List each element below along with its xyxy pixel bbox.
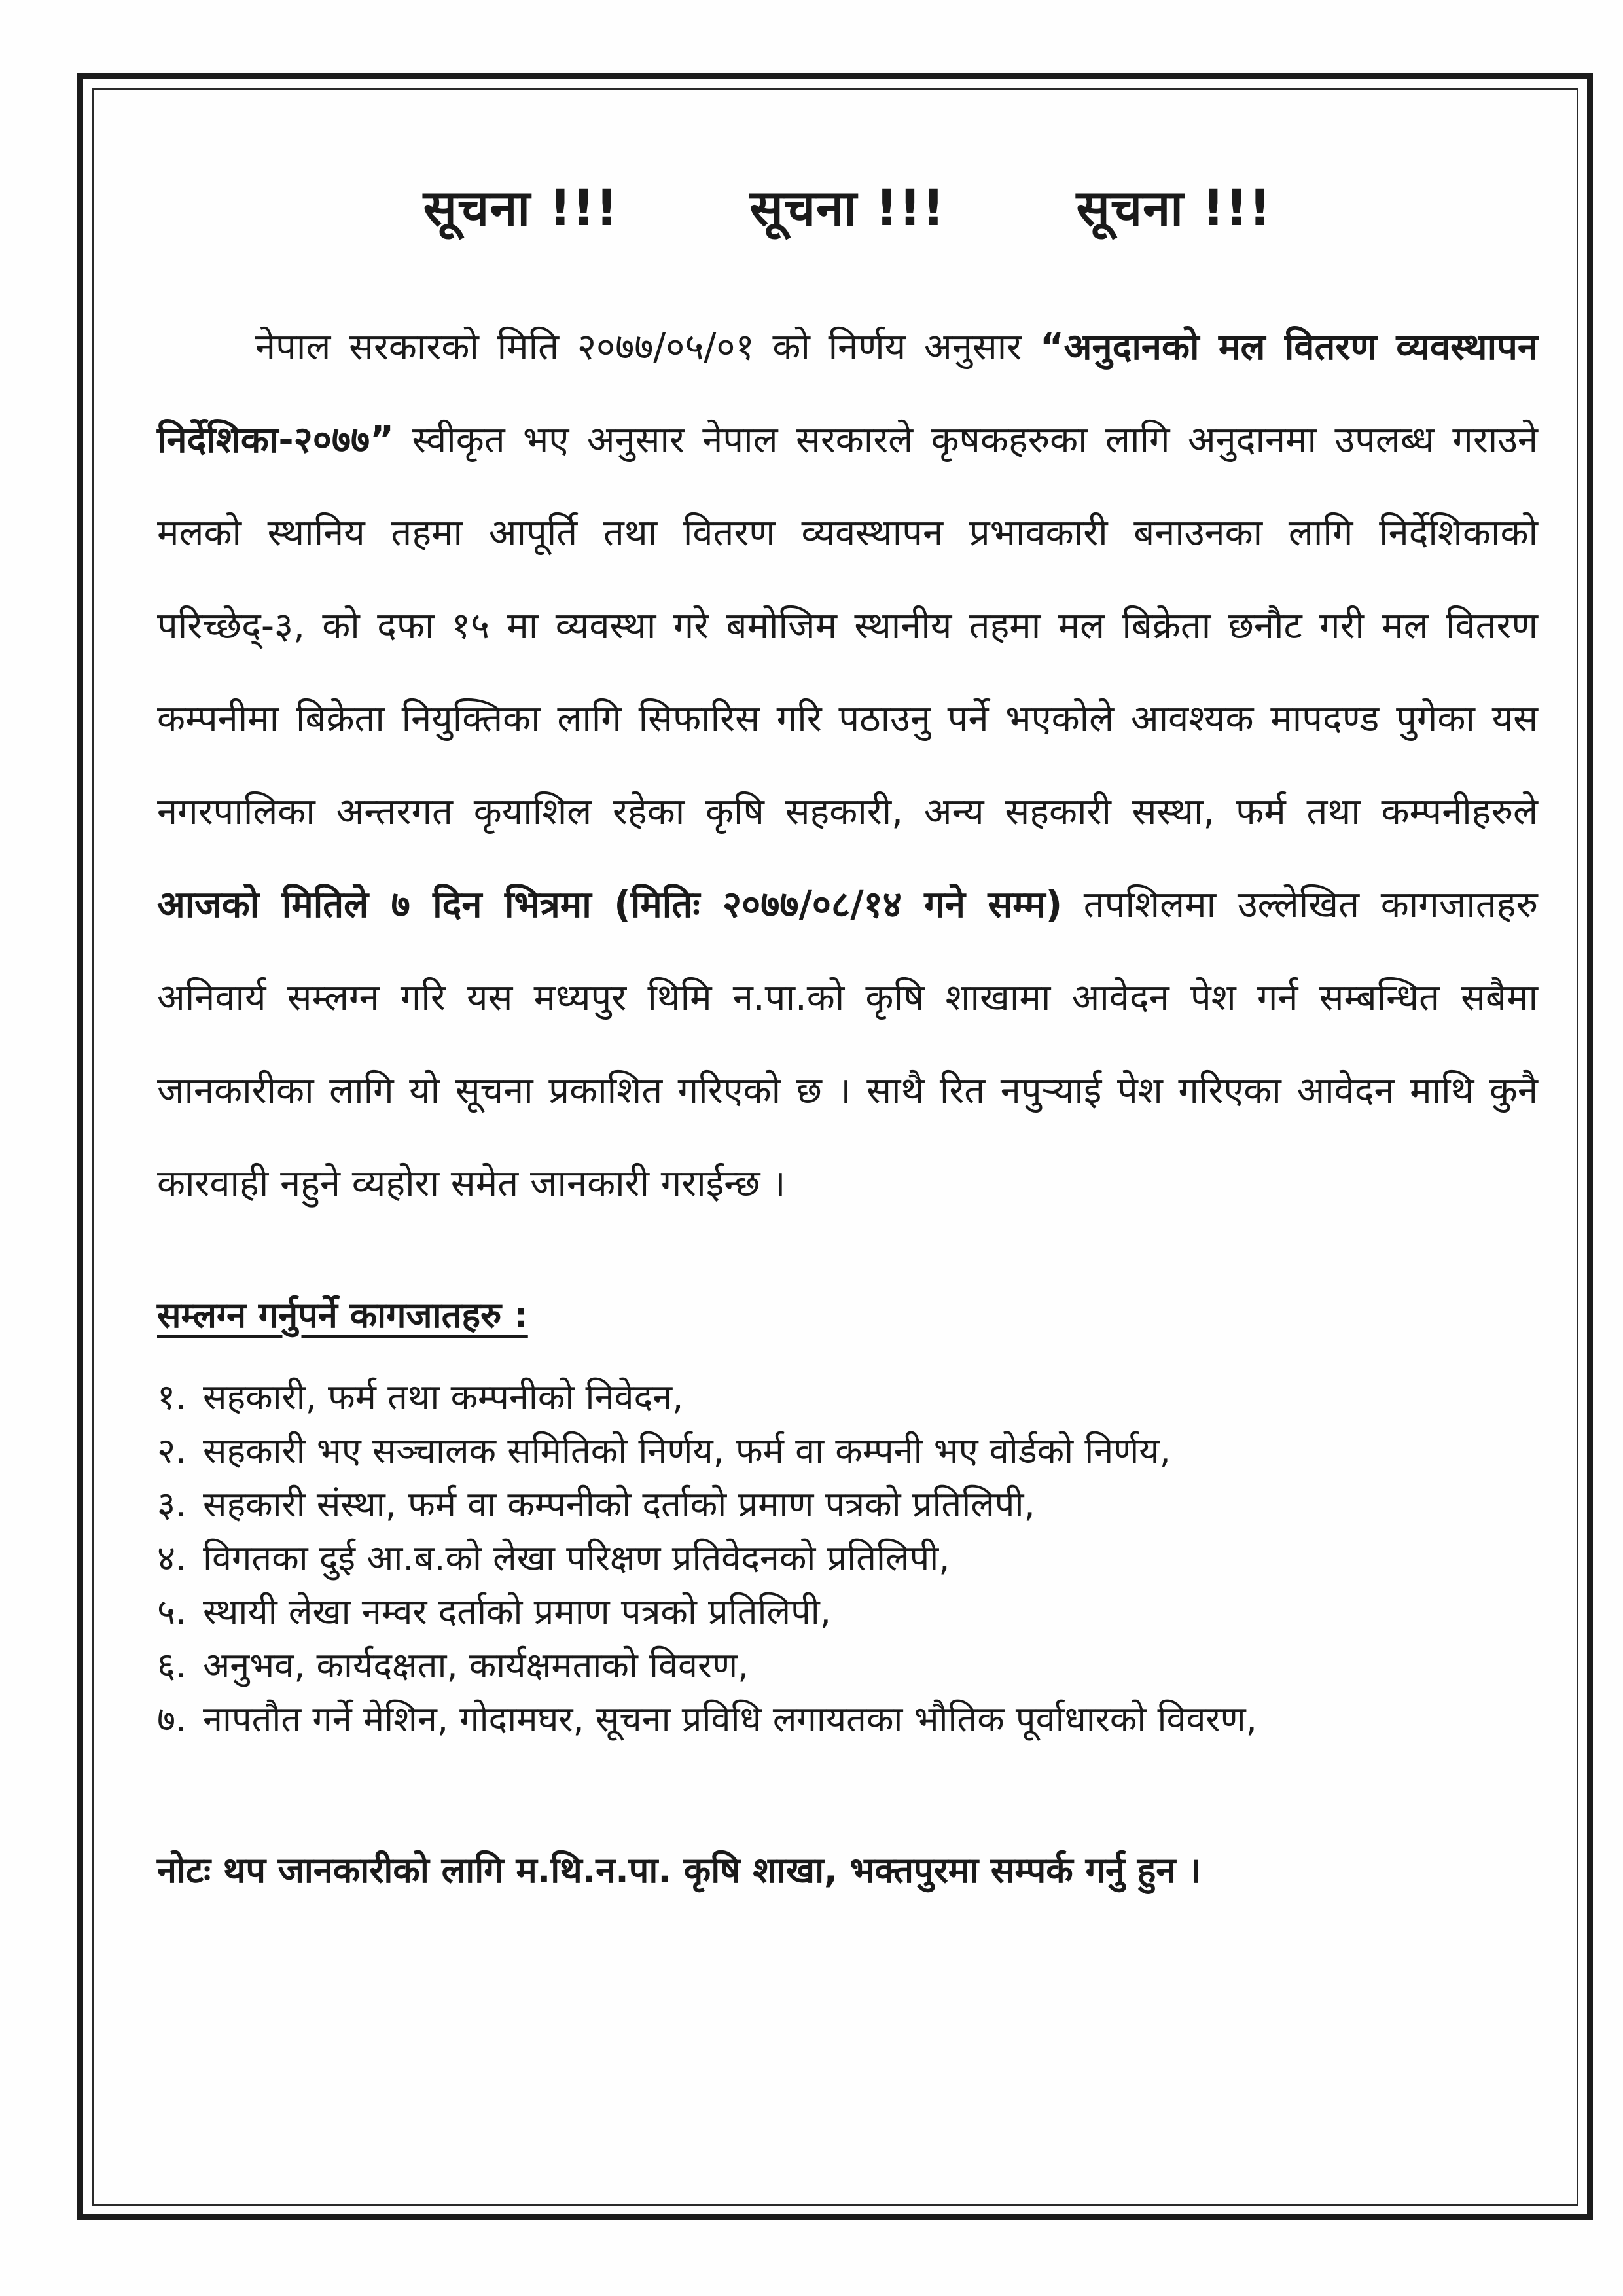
list-item — [157, 1585, 1538, 1639]
list-item-text: नापतौत गर्ने मेशिन, गोदामघर, सूचना प्रविधि लगायतका भौतिक पूर्वाधारको विवरण, — [203, 1698, 1257, 1740]
list-item-text: अनुभव, कार्यदक्षता, कार्यक्षमताको विवरण, — [203, 1645, 749, 1686]
list-item-text: सहकारी भए सञ्चालक समितिको निर्णय, फर्म वा कम्पनी भए वोर्डको निर्णय, — [203, 1430, 1171, 1471]
list-item — [157, 1532, 1538, 1585]
body-text-3: तपशिलमा उल्लेखित कागजातहरु अनिवार्य सम्लग्न गरि यस मध्यपुर थिमि न.पा.को कृषि शाखामा आवेदन पेश गर्न सम्बन्धित सबैमा जानकारीका लागि यो सूचना प्रकाशित गरिएको छ । साथै रित नपुऱ्याई पेश गरिएका आवेदन माथि कुनै कारवाही नहुने व्यहोरा समेत जानकारी गराईन्छ । — [157, 884, 1539, 1205]
body-text-2: स्वीकृत भए अनुसार नेपाल सरकारले कृषकहरुका लागि अनुदानमा उपलब्ध गराउने मलको स्थानिय तहमा आपूर्ति तथा वितरण व्यवस्थापन प्रभावकारी बनाउनका लागि निर्देशिकाको परिच्छेद्-३, को दफा १५ मा व्यवस्था गरे बमोजिम स्थानीय तहमा मल बिक्रेता छनौट गरी मल वितरण कम्पनीमा बिक्रेता नियुक्तिका लागि सिफारिस गरि पठाउनु पर्ने भएकोले आवश्यक मापदण्ड पुगेका यस नगरपालिका अन्तरगत कृयाशिल रहेका कृषि सहकारी, अन्य सहकारी सस्था, फर्म तथा कम्पनीहरुले — [157, 419, 1538, 833]
list-item-number: ५. — [157, 1591, 187, 1632]
list-item-text: सहकारी, फर्म तथा कम्पनीको निवेदन, — [203, 1376, 684, 1418]
list-item — [157, 1693, 1538, 1746]
list-item — [157, 1371, 1538, 1424]
list-item-text: सहकारी संस्था, फर्म वा कम्पनीको दर्ताको प्रमाण पत्रको प्रतिलिपी, — [203, 1484, 1035, 1525]
heading-word-1: सूचना !!! — [423, 178, 619, 237]
list-item-number: ६. — [157, 1645, 187, 1686]
heading-word-2: सूचना !!! — [749, 178, 946, 237]
list-item — [157, 1639, 1538, 1693]
attachments-list — [157, 1371, 1538, 1746]
directive-title: “अनुदानको मल वितरण व्यवस्थापन निर्देशिका-२०७७” — [157, 326, 1538, 461]
list-item-number: ४. — [157, 1537, 187, 1579]
notice-content — [157, 157, 1538, 1893]
list-item-number: ७. — [157, 1698, 187, 1740]
list-item-number: १. — [157, 1376, 187, 1418]
notice-body-paragraph — [157, 301, 1538, 1230]
deadline-text: आजको मितिले ७ दिन भित्रमा (मितिः २०७७/०८/१४ गने सम्म) — [157, 884, 1063, 926]
attachments-title: सम्लग्न गर्नुपर्ने कागजातहरु : — [157, 1295, 528, 1336]
list-item — [157, 1424, 1538, 1478]
body-text-1: नेपाल सरकारको मिति २०७७/०५/०१ को निर्णय अनुसार — [255, 326, 1040, 368]
list-item-number: ३. — [157, 1484, 187, 1525]
heading-word-3: सूचना !!! — [1076, 178, 1272, 237]
list-item-text: स्थायी लेखा नम्वर दर्ताको प्रमाण पत्रको प्रतिलिपी, — [203, 1591, 831, 1632]
list-item — [157, 1478, 1538, 1532]
list-item-text: विगतका दुई आ.ब.को लेखा परिक्षण प्रतिवेदनको प्रतिलिपी, — [203, 1537, 950, 1579]
contact-note: नोटः थप जानकारीको लागि म.थि.न.पा. कृषि शाखा, भक्तपुरमा सम्पर्क गर्नु हुन । — [157, 1850, 1202, 1891]
notice-heading — [157, 157, 1538, 255]
list-item-number: २. — [157, 1430, 187, 1471]
